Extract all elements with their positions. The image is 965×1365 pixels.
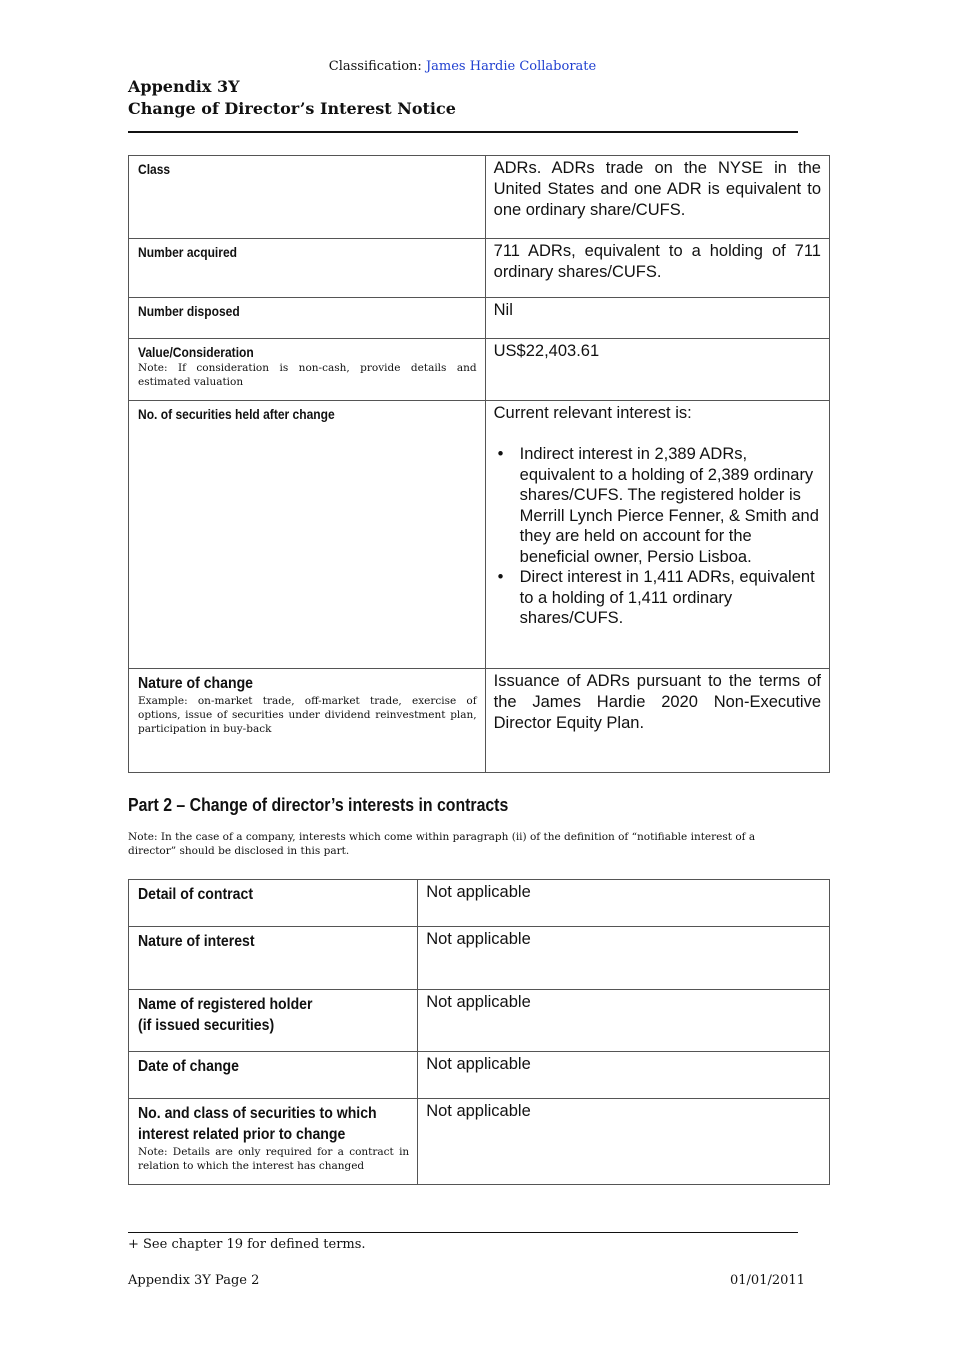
holder-label-1: Name of registered holder	[138, 996, 313, 1013]
document-header	[128, 76, 456, 120]
prior-note: Note: Details are only required for a contract in relation to which the interest has changed	[138, 1146, 410, 1172]
table-row	[129, 990, 830, 1052]
prior-label-2: interest related prior to change	[138, 1126, 346, 1143]
row-label-cell	[129, 927, 418, 990]
classification-line	[0, 59, 925, 74]
list-item: • Indirect interest in 2,389 ADRs, equivalent to a holding of 2,389 ordinary shares/CUFS. The registered holder is Merrill Lynch Pierce Fenner, & Smith and they are held on account for the beneficial owner, Persio Lisboa.	[494, 444, 821, 567]
prior-label-1: No. and class of securities to which	[138, 1105, 377, 1122]
footer-date: 01/01/2011	[730, 1273, 805, 1288]
row-label-cell	[129, 880, 418, 927]
acquired-label: Number acquired	[138, 244, 238, 260]
consideration-label: Value/Consideration	[138, 344, 254, 360]
table-row	[129, 927, 830, 990]
detail-label: Detail of contract	[138, 886, 254, 903]
row-value-cell	[418, 1099, 830, 1185]
row-label-cell	[129, 156, 486, 239]
footer-divider	[128, 1232, 798, 1233]
row-label-cell	[129, 339, 486, 401]
footer-page: Appendix 3Y Page 2	[128, 1273, 260, 1288]
date-value: Not applicable	[426, 1055, 531, 1073]
table-row	[129, 1099, 830, 1185]
class-value: ADRs. ADRs trade on the NYSE in the United States and one ADR is equivalent to one ordinary share/CUFS.	[493, 159, 821, 219]
holder-label-2: (if issued securities)	[138, 1017, 275, 1034]
table-row	[129, 669, 830, 773]
table-row	[129, 880, 830, 927]
nature-label: Nature of change	[138, 675, 254, 692]
nature-value: Issuance of ADRs pursuant to the terms of the James Hardie 2020 Non-Executive Director Equity Plan.	[493, 672, 821, 732]
table-row	[129, 156, 830, 239]
held-after-label: No. of securities held after change	[138, 406, 335, 422]
table-row	[129, 239, 830, 298]
row-label-cell	[129, 669, 486, 773]
row-value-cell	[418, 927, 830, 990]
row-value-cell	[418, 880, 830, 927]
interest-label: Nature of interest	[138, 933, 255, 950]
classification-label: Classification:	[328, 59, 422, 74]
disposed-value: Nil	[493, 301, 513, 319]
interest-value: Not applicable	[426, 930, 531, 948]
header-title: Change of Director’s Interest Notice	[128, 99, 456, 118]
footer-terms: + See chapter 19 for defined terms.	[128, 1237, 366, 1252]
row-label-cell	[129, 1099, 418, 1185]
row-value-cell	[485, 156, 829, 239]
class-label: Class	[138, 161, 171, 177]
header-appendix: Appendix 3Y	[128, 77, 240, 96]
classification-value: James Hardie Collaborate	[425, 59, 597, 74]
row-label-cell	[129, 990, 418, 1052]
consideration-note: Note: If consideration is non-cash, provide details and estimated valuation	[138, 362, 477, 388]
nature-note: Example: on-market trade, off-market trade, exercise of options, issue of securities under dividend reinvestment plan, participation in buy-back	[138, 695, 477, 735]
table-row	[129, 1052, 830, 1099]
row-value-cell	[418, 990, 830, 1052]
prior-value: Not applicable	[426, 1102, 531, 1120]
consideration-value: US$22,403.61	[493, 342, 600, 360]
row-label-cell	[129, 401, 486, 669]
row-value-cell	[485, 339, 829, 401]
list-item: • Direct interest in 1,411 ADRs, equivalent to a holding of 1,411 ordinary shares/CUFS.	[494, 567, 821, 629]
header-divider	[128, 131, 798, 133]
part2-note: Note: In the case of a company, interests which come within paragraph (ii) of the definition of “notifiable interest of a director” should be disclosed in this part.	[128, 831, 756, 857]
table-row	[129, 401, 830, 669]
part2-table	[128, 879, 830, 1185]
holdings-list	[494, 444, 821, 629]
acquired-value: 711 ADRs, equivalent to a holding of 711 ordinary shares/CUFS.	[493, 242, 821, 281]
held-after-intro: Current relevant interest is:	[493, 404, 692, 422]
part2-title: Part 2 – Change of director’s interests in contracts	[128, 795, 509, 815]
row-label-cell	[129, 1052, 418, 1099]
part1-table	[128, 155, 830, 773]
date-label: Date of change	[138, 1058, 239, 1075]
table-row	[129, 339, 830, 401]
row-value-cell	[485, 298, 829, 339]
row-value-cell	[485, 669, 829, 773]
detail-value: Not applicable	[426, 883, 531, 901]
table-row	[129, 298, 830, 339]
row-label-cell	[129, 239, 486, 298]
row-value-cell	[485, 239, 829, 298]
row-label-cell	[129, 298, 486, 339]
row-value-cell	[418, 1052, 830, 1099]
disposed-label: Number disposed	[138, 303, 240, 319]
row-value-cell	[485, 401, 829, 669]
holder-value: Not applicable	[426, 993, 531, 1011]
